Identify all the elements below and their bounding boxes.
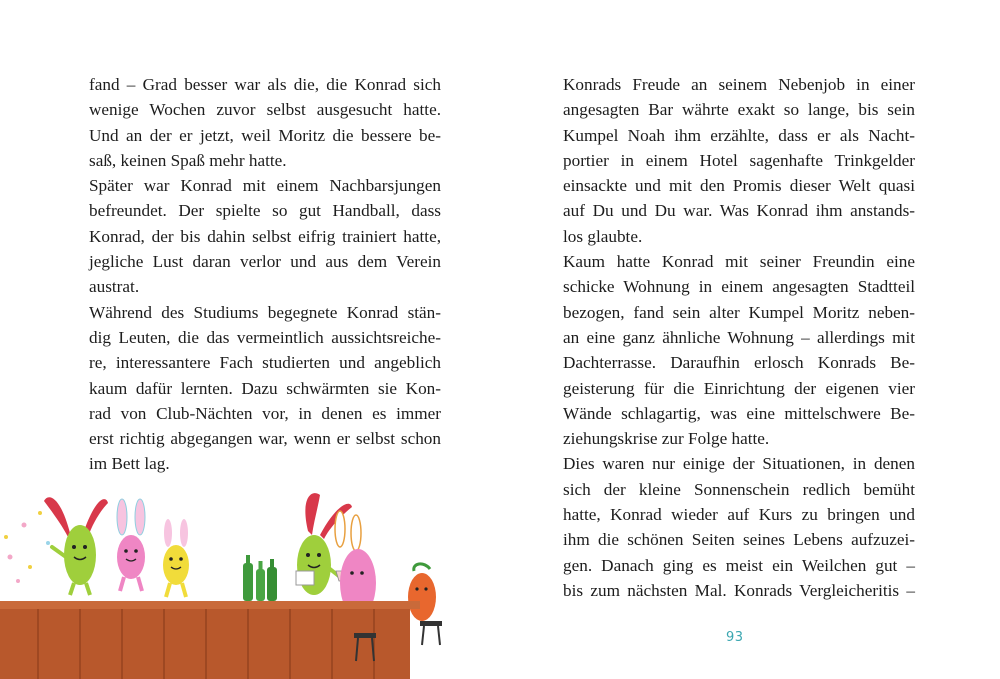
left-page-text [89,72,441,477]
text-line: fand – Grad besser war als die, die Konrad sich [89,75,441,94]
text-line: hatte, Konrad wieder auf Kurs zu bringen und [563,505,915,525]
text-line: Kaum hatte Konrad mit seiner Freundin eine [563,252,915,272]
text-line: ziehungskrise zur Folge hatte. [563,429,770,449]
text-line: kaum dafür lernten. Dazu schwärmten sie Kon- [89,378,441,398]
text-line: im Bett lag. [89,454,170,474]
text-line: Konrads Freude an seinem Nebenjob in einer [563,75,915,94]
pink-bunny [117,499,145,591]
text-line: einsackte und mit den Promis dieser Welt quasi [563,176,915,196]
yellow-bunny [163,519,189,597]
text-line: re, interessantere Fach studierten und angeblich [89,353,441,373]
text-line: portier in einem Hotel sagenhafte Trinkgelder [563,150,915,170]
text-line: bezogen, fand sein alter Kumpel Moritz neben- [563,302,915,322]
text-line: wenige Wochen zuvor selbst ausgesucht hatte. [89,100,441,120]
bar-scene-illustration [0,485,470,679]
text-line: Konrad, der bis dahin selbst eifrig trainiert hatte, [89,226,441,246]
text-line: Dies waren nur einige der Situationen, in denen [563,454,915,474]
text-line: an eine ganz ähnliche Wohnung – allerdings mit [563,327,915,347]
text-line: Wände schlagartig, was eine mittelschwere Be- [563,403,915,423]
bottles [243,555,277,601]
text-line: auf Du und Du war. Was Konrad ihm anstands- [563,201,915,221]
green-bunny [44,497,108,595]
text-line: erst richtig abgegangen war, wenn er selbst schon [89,429,441,449]
text-line: Später war Konrad mit einem Nachbarsjungen [89,176,441,196]
text-line: gen. Danach ging es meist ein Weilchen gut – [563,555,915,575]
confetti [4,511,50,583]
text-line: saß, keinen Spaß mehr hatte. [89,150,287,170]
text-line: Dachterrasse. Daraufhin erlosch Konrads Be- [563,353,915,373]
text-line: befreundet. Der spielte so gut Handball, dass [89,201,441,221]
text-line: ihm die schönen Seiten seines Lebens aufzuzei- [563,530,915,550]
text-line: bis zum nächsten Mal. Konrads Vergleicheritis – [563,580,915,600]
text-line: rad von Club-Nächten vor, in denen es immer [89,403,441,423]
text-line: sich der kleine Sonnenschein redlich bemüht [563,479,915,499]
text-line: angesagten Bar währte exakt so lange, bis sein [563,100,915,120]
right-page-text [563,72,915,603]
page-number: 93 [726,630,744,645]
text-line: austrat. [89,277,140,297]
text-line: dig Leuten, die das vermeintlich aussichtsreiche- [89,327,441,347]
text-line: jegliche Lust daran verlor und aus dem Verein [89,252,441,272]
text-line: schicke Wohnung in einem angesagten Stadtteil [563,277,915,297]
text-line: Und an der er jetzt, weil Moritz die bessere be- [89,125,441,145]
text-line: Während des Studiums begegnete Konrad stän- [89,302,441,322]
text-line: geisterung für die Einrichtung der eigenen vier [563,378,915,398]
orange-character [408,564,436,621]
text-line: Kumpel Noah ihm erzählte, dass er als Nacht- [563,125,915,145]
text-line: los glaubte. [563,226,643,246]
